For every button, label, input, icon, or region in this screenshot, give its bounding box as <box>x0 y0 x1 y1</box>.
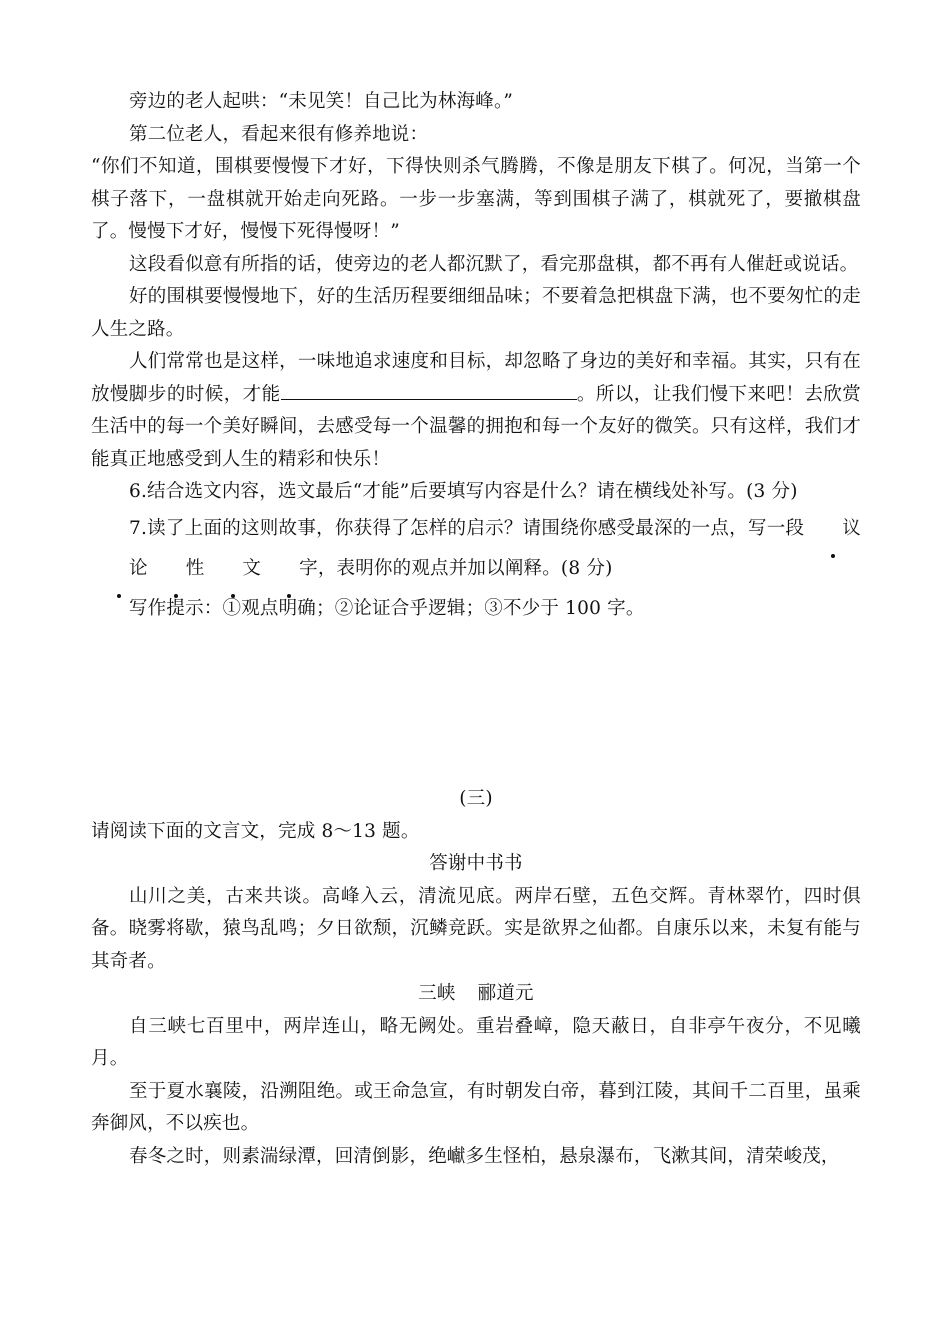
paragraph-with-blank <box>91 346 861 476</box>
text-title: 答谢中书书 <box>429 853 523 874</box>
paragraph: 旁边的老人起哄：“未见笑！自己比为林海峰。” <box>129 91 514 112</box>
paragraph: 这段看似意有所指的话，使旁边的老人都沉默了，看完那盘棋，都不再有人催赶或说话。 <box>129 253 859 275</box>
answer-space <box>91 625 861 783</box>
paragraph: “你们不知道，围棋要慢慢下才好，下得快则杀气腾腾，不像是朋友下棋了。何况，当第一个棋子落下，一盘棋就开始走向死路。一步一步塞满，等到围棋子满了，棋就死了，要撤棋盘了。慢慢下才好，慢慢下死得慢呀！” <box>91 156 861 242</box>
answer-blank[interactable] <box>281 379 577 400</box>
classical-text: 山川之美，古来共谈。高峰入云，清流见底。两岸石壁，五色交辉。青林翠竹，四时俱备。晓雾将歇，猿鸟乱鸣；夕日欲颓，沉鳞竞跃。实是欲界之仙都。自康乐以来，未复有能与其奇者。 <box>91 885 861 972</box>
paragraph: 第二位老人，看起来很有修养地说： <box>129 123 429 145</box>
classical-text: 春冬之时，则素湍绿潭，回清倒影，绝𪩘多生怪柏，悬泉瀑布，飞漱其间，清荣峻茂， <box>129 1145 840 1167</box>
section-heading: (三) <box>459 788 493 809</box>
emphasis-char: 文 <box>204 549 261 589</box>
question-text: 7.读了上面的这则故事，你获得了怎样的启示？请围绕你感受最深的一点，写一段 <box>129 517 805 539</box>
question-6: 6.结合选文内容，选文最后“才能”后要填写内容是什么？请在横线处补写。(3 分) <box>129 481 798 502</box>
classical-text: 至于夏水襄陵，沿溯阻绝。或王命急宣，有时朝发白帝，暮到江陵，其间千二百里，虽乘奔御风，不以疾也。 <box>91 1080 861 1134</box>
emphasis-char: 议 <box>804 509 861 549</box>
document-page <box>91 86 861 1173</box>
section-instruction: 请阅读下面的文言文，完成 8～13 题。 <box>91 820 420 842</box>
text-author: 郦道元 <box>477 983 534 1004</box>
paragraph-text: 人们常常也是这样，一味地追求速度和目标，却忽略了身边的美好和幸福。其实，只有在放慢脚步的时候，才能 <box>91 351 861 405</box>
text-title: 三峡 <box>418 983 456 1004</box>
emphasis-char: 论 <box>91 549 148 589</box>
writing-tips: 写作提示：①观点明确；②论证合乎逻辑；③不少于 100 字。 <box>129 597 645 619</box>
question-7 <box>91 509 861 589</box>
emphasis-char: 字 <box>261 549 318 589</box>
paragraph-text: 。所以，让我们慢下来吧！去欣赏生活中的每一个美好瞬间，去感受每一个温馨的拥抱和每一个友好的微笑。只有这样，我们才能真正地感受到人生的精彩和快乐！ <box>91 383 861 470</box>
emphasis-char: 性 <box>148 549 205 589</box>
text-title-line <box>91 978 861 1011</box>
paragraph: 好的围棋要慢慢地下，好的生活历程要细细品味；不要着急把棋盘下满，也不要匆忙的走人生之路。 <box>91 286 861 340</box>
classical-text: 自三峡七百里中，两岸连山，略无阙处。重岩叠嶂，隐天蔽日，自非亭午夜分，不见曦月。 <box>91 1015 861 1069</box>
question-text: ，表明你的观点并加以阐释。(8 分) <box>317 557 613 579</box>
